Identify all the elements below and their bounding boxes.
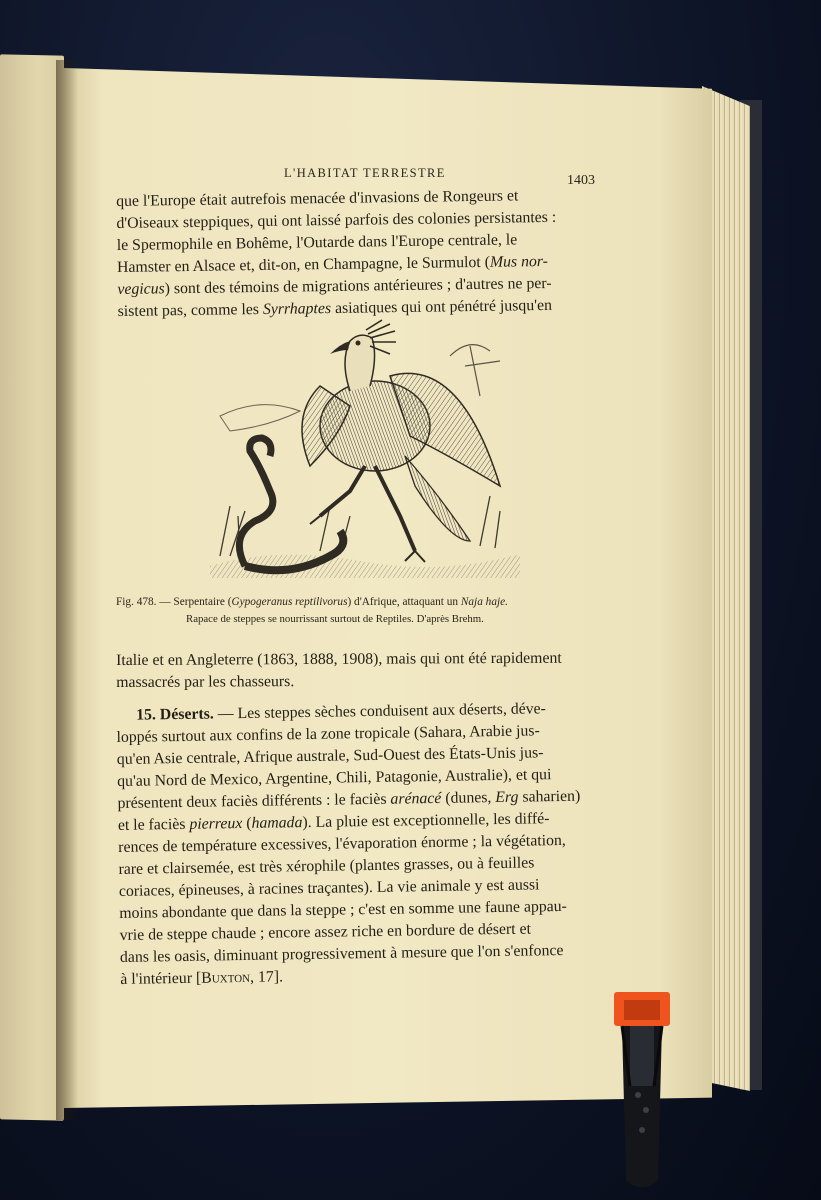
secretary-bird-engraving: [200, 316, 530, 588]
text-line: qu'en Asie centrale, Afrique australe, Sud-Ouest des États-Unis jus-: [116, 744, 544, 768]
italic-span: arénacé: [390, 789, 442, 808]
figure-caption-subline: Rapace de steppes se nourrissant surtout de Reptiles. D'après Brehm.: [186, 613, 484, 625]
paragraph-2: [116, 648, 562, 694]
text-span: ) sont des témoins de migrations antérieures ; d'autres ne per-: [164, 274, 552, 298]
text-line: dans les oasis, diminuant progressivement à mesure que l'on s'enfonce: [119, 942, 564, 966]
text-line: rare et clairsemée, est très xérophile (plantes grasses, ou à feuilles: [118, 854, 535, 878]
text-line: rences de température excessives, l'évaporation énorme ; la végétation,: [118, 831, 566, 856]
caption-text: Fig. 478. — Serpentaire (: [116, 596, 232, 608]
page-number: 1403: [567, 173, 595, 188]
italic-span: Syrrhaptes: [262, 300, 332, 318]
author-smallcaps: Buxton: [201, 968, 251, 987]
text-line: loppés surtout aux confins de la zone tropicale (Sahara, Arabie jus-: [116, 722, 540, 746]
page-clip: [612, 990, 672, 1200]
text-span: à l'intérieur [: [120, 969, 202, 988]
text-span: (dunes,: [441, 789, 496, 807]
text-span: ). La pluie est exceptionnelle, les diffé-: [302, 810, 550, 832]
text-line: vrie de steppe chaude ; encore assez riche en bordure de désert et: [119, 920, 532, 944]
text-line: le Spermophile en Bohême, l'Outarde dans l'Europe centrale, le: [116, 231, 518, 254]
figure-caption: [116, 596, 508, 608]
text-span: sistent pas, comme les: [117, 300, 264, 320]
caption-text: ) d'Afrique, attaquant un: [347, 596, 461, 608]
text-span: Hamster en Alsace et, dit-on, en Champagne, le Surmulot (: [116, 253, 491, 276]
text-span: — Les steppes sèches conduisent aux déserts, déve-: [213, 700, 546, 723]
paragraph-1: [116, 185, 558, 323]
text-span: et le faciès: [117, 815, 190, 834]
text-line: qu'au Nord de Mexico, Argentine, Chili, Patagonie, Australie), et qui: [117, 766, 552, 790]
caption-italic: Naja haje.: [460, 596, 508, 608]
italic-span: vegicus: [117, 280, 165, 298]
text-line: que l'Europe était autrefois menacée d'invasions de Rongeurs et: [116, 187, 519, 210]
text-line: moins abondante que dans la steppe ; c'est en somme une faune appau-: [119, 897, 568, 922]
gutter-shadow: [56, 60, 78, 1120]
text-line: d'Oiseaux steppiques, qui ont laissé parfois des colonies persistantes :: [116, 208, 557, 232]
text-line: coriaces, épineuses, à racines traçantes). La vie animale y est aussi: [118, 876, 540, 900]
italic-span: Mus nor-: [489, 252, 549, 271]
caption-italic: Gypogeranus reptilivorus: [231, 596, 348, 608]
text-span: , 17].: [249, 968, 284, 986]
text-line: massacrés par les chasseurs.: [116, 673, 295, 691]
italic-span: Erg: [495, 788, 519, 807]
paragraph-3: [116, 698, 583, 991]
text-span: présentent deux faciès différents : le faciès: [117, 790, 391, 812]
text-span: saharien): [518, 787, 581, 806]
text-span: (: [242, 814, 252, 833]
section-heading: 15. Déserts.: [136, 705, 214, 724]
left-page-edge: [0, 54, 64, 1120]
italic-span: hamada: [251, 814, 303, 832]
text-line: Italie et en Angleterre (1863, 1888, 1908), mais qui ont été rapidement: [116, 649, 562, 669]
italic-span: pierreux: [189, 815, 243, 833]
text-span: asiatiques qui ont pénétré jusqu'en: [330, 296, 553, 318]
running-head: L'HABITAT TERRESTRE: [284, 166, 446, 180]
